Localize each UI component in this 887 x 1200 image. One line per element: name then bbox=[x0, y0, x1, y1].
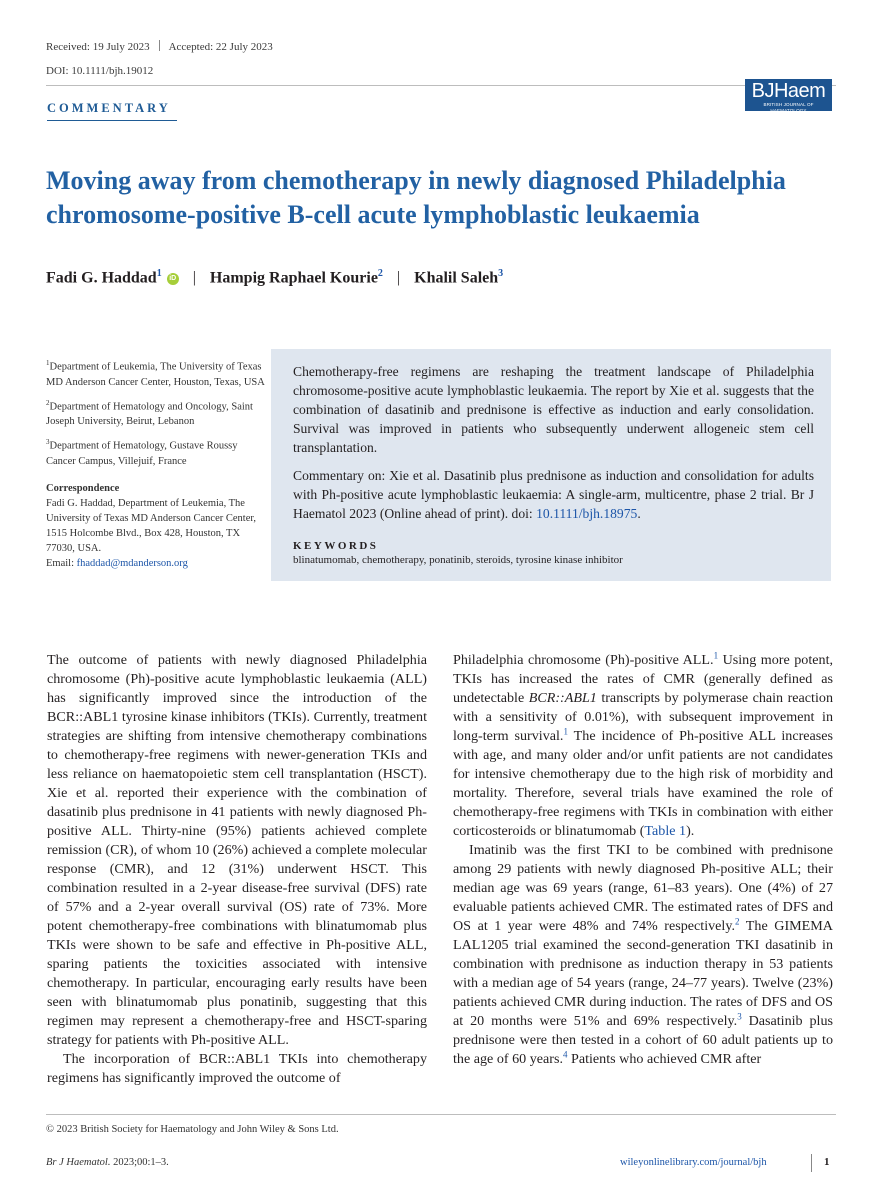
affiliation-text: Department of Hematology, Gustave Roussy Cancer Campus, Villejuif, France bbox=[46, 440, 238, 467]
affiliation-text: Department of Leukemia, The University of Texas MD Anderson Cancer Center, Houston, Texas, USA bbox=[46, 361, 265, 388]
keywords-heading: KEYWORDS bbox=[293, 540, 379, 552]
text-run: The incidence of Ph-positive ALL increases with age, and many older and/or unfit patients are not candidates for intensive chemotherapy due to the high risk of morbidity and mortality. Therefore, several trials have examined the role of chemotherapy-free regimens with TKIs in combination with either corticosteroids or blinatumomab ( bbox=[453, 728, 834, 839]
article-title: Moving away from chemotherapy in newly diagnosed Philadelphia chromosome-positive B-cell acute lymphoblastic leukaemia bbox=[46, 166, 786, 229]
author-affiliation-ref[interactable]: 2 bbox=[377, 268, 383, 279]
doi[interactable]: DOI: 10.1111/bjh.19012 bbox=[46, 65, 154, 77]
author-list bbox=[46, 268, 503, 287]
text-run: Patients who achieved CMR after bbox=[567, 1051, 762, 1067]
section-underline bbox=[47, 120, 177, 121]
received-date: Received: 19 July 2023 bbox=[46, 41, 150, 53]
accepted-date: Accepted: 22 July 2023 bbox=[168, 41, 273, 53]
paragraph: The outcome of patients with newly diagnosed Philadelphia chromosome (Ph)-positive acute lymphoblastic leukaemia (ALL) has significantly improved since the introduction of the BCR::ABL1 tyrosine kinase inhibitors (TKIs). Currently, treatment strategies are shifting from intensive chemotherapy combinations to chemotherapy-free regimens with newer-generation TKIs and less reliance on haematopoietic stem cell transplantation (HSCT). Xie et al. reported their experience with the combination of dasatinib plus prednisone in 41 patients with newly diagnosed Ph-positive ALL. Thirty-nine (95%) patients achieved complete remission (CR), of whom 10 (26%) achieved a complete molecular response (CMR), and 12 (31%) underwent HSCT. This combination resulted in a 2-year disease-free survival (DFS) rate of 57% and a 2-year overall survival (OS) rate of 73%. More potent chemotherapy-free combinations with blinatumomab plus TKIs were shown to be safe and effective in Ph-positive ALL, sparing patients the toxicities associated with intensive chemotherapy. In particular, encouraging early results have been seen with blinatumomab plus ponatinib, suggesting that this regimen may represent a chemotherapy-free and HSCT-sparing strategy for patients with Ph-positive ALL. bbox=[47, 652, 427, 1048]
text-run: transcripts by polymerase chain reaction with a sensitivity of 0.01%), with subsequent improvement in long-term survival. bbox=[453, 690, 833, 744]
page-number: 1 bbox=[824, 1156, 830, 1168]
header-divider bbox=[46, 85, 836, 86]
author-affiliation-ref[interactable]: 3 bbox=[498, 268, 504, 279]
paragraph bbox=[453, 841, 833, 1069]
text-run: Philadelphia chromosome (Ph)-positive ALL. bbox=[453, 652, 714, 668]
citation bbox=[46, 1157, 169, 1168]
correspondence-heading: Correspondence bbox=[46, 482, 120, 494]
keywords: blinatumomab, chemotherapy, ponatinib, steroids, tyrosine kinase inhibitor bbox=[293, 554, 623, 566]
date-separator bbox=[159, 40, 160, 51]
text-run: ). bbox=[686, 823, 695, 839]
gene-name: BCR::ABL1 bbox=[528, 690, 597, 706]
text-run: Imatinib was the first TKI to be combined with prednisone among 29 patients with newly diagnosed Ph-positive ALL; their median age was 69 years (range, 61–83 years). One (4%) of 27 evaluable patients achieved CMR. The estimated rates of DFS and OS at 1 year were 48% and 74% respectively. bbox=[453, 842, 833, 934]
affiliation bbox=[46, 356, 266, 390]
author-separator: | bbox=[396, 269, 401, 287]
body-column-left bbox=[47, 651, 427, 1088]
affiliations bbox=[46, 356, 266, 577]
citation-ref[interactable]: 2 bbox=[735, 916, 740, 927]
affiliation-number: 3 bbox=[46, 438, 50, 446]
body-column-right bbox=[453, 651, 833, 1069]
logo-subtitle: BRITISH JOURNAL OF HAEMATOLOGY bbox=[763, 102, 814, 113]
author-name[interactable]: Khalil Saleh bbox=[414, 269, 499, 287]
correspondence-address: Fadi G. Haddad, Department of Leukemia, The University of Texas MD Anderson Cancer Center, 1515 Holcombe Blvd., Box 428, Houston, TX 77030, USA. bbox=[46, 497, 257, 554]
email-link[interactable]: fhaddad@mdanderson.org bbox=[76, 557, 188, 569]
author-name[interactable]: Hampig Raphael Kourie bbox=[209, 269, 378, 287]
abstract-box bbox=[271, 349, 831, 581]
commentary-on bbox=[293, 466, 814, 523]
section-label: COMMENTARY bbox=[47, 101, 171, 115]
table-link[interactable]: Table 1 bbox=[644, 823, 687, 839]
author-separator: | bbox=[192, 269, 196, 287]
correspondence-text bbox=[46, 496, 266, 571]
footer-divider bbox=[46, 1114, 836, 1115]
commentary-text: Commentary on: Xie et al. Dasatinib plus prednisone as induction and consolidation for adults with Ph-positive acute lymphoblastic leukaemia: A single-arm, multicentre, phase 2 trial. Br J Haematol 2023 (Online ahead of print). doi: bbox=[293, 468, 814, 521]
citation-ref[interactable]: 4 bbox=[562, 1049, 568, 1060]
affiliation bbox=[46, 435, 266, 469]
author-name[interactable]: Fadi G. Haddad bbox=[46, 269, 157, 287]
orcid-icon[interactable]: iD bbox=[167, 273, 179, 285]
affiliation-number: 2 bbox=[46, 398, 50, 407]
citation-journal: Br J Haematol. bbox=[46, 1157, 111, 1168]
copyright: © 2023 British Society for Haematology and John Wiley & Sons Ltd. bbox=[46, 1124, 339, 1135]
footer-separator bbox=[811, 1154, 812, 1172]
citation-ref[interactable]: 1 bbox=[563, 726, 568, 737]
journal-logo[interactable] bbox=[745, 79, 832, 111]
commentary-doi-link[interactable]: 10.1111/bjh.18975 bbox=[536, 506, 638, 521]
article-dates bbox=[46, 40, 273, 53]
journal-url-link[interactable]: wileyonlinelibrary.com/journal/bjh bbox=[620, 1157, 767, 1168]
author-affiliation-ref[interactable]: 1 bbox=[156, 268, 162, 279]
text-run: Dasatinib plus prednisone were then tested in a cohort of 60 adult patients up to the age of 60 years. bbox=[453, 1013, 834, 1067]
citation-volume: 2023;00:1–3. bbox=[110, 1157, 169, 1168]
email-label: Email: bbox=[46, 557, 77, 569]
text-run: Using more potent, TKIs has increased the rates of CMR (generally defined as undetectable bbox=[453, 652, 834, 706]
abstract-summary: Chemotherapy-free regimens are reshaping the treatment landscape of Philadelphia chromosome-positive acute lymphoblastic leukaemia. The report by Xie et al. suggests that the combination of dasatinib and prednisone is effective as induction and early consolidation. Survival was improved in patients who subsequently underwent allogeneic stem cell transplantation. bbox=[293, 364, 814, 455]
affiliation-text: Department of Hematology and Oncology, Saint Joseph University, Beirut, Lebanon bbox=[46, 401, 253, 427]
affiliation-number: 1 bbox=[46, 359, 50, 367]
paragraph bbox=[453, 651, 833, 841]
commentary-end: . bbox=[637, 506, 641, 521]
affiliation bbox=[46, 396, 266, 430]
logo-text: BJHaem bbox=[751, 80, 826, 102]
text-run: The GIMEMA LAL1205 trial examined the second-generation TKI dasatinib in combination with prednisone as induction therapy in 53 patients with a median age of 54 years (range, 24–77 years). Twelve (23%) patients achieved CMR during induction. The rates of DFS and OS at 20 months were 51% and 69% respectively. bbox=[453, 918, 833, 1029]
citation-ref[interactable]: 1 bbox=[713, 650, 719, 661]
paragraph: The incorporation of BCR::ABL1 TKIs into chemotherapy regimens has significantly improved the outcome of bbox=[47, 1051, 427, 1086]
citation-ref[interactable]: 3 bbox=[737, 1011, 742, 1022]
